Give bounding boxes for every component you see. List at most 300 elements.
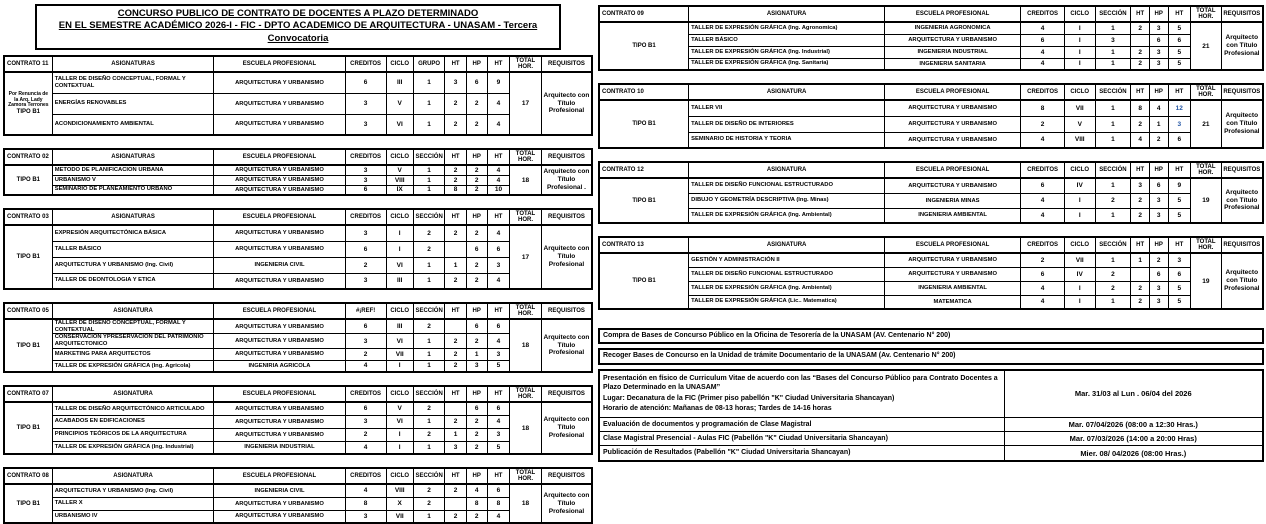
ciclo-cell: I: [1064, 58, 1095, 70]
hp-cell: 3: [466, 360, 487, 372]
ciclo-cell: V: [386, 93, 413, 114]
col-requisitos: REQUISITOS: [541, 56, 592, 72]
asignatura-cell: TALLER DE EXPRESIÓN GRÁFICA (Ing. Ambiental): [689, 281, 885, 295]
col-ht-total: HT: [487, 303, 509, 319]
hp-cell: 1: [1149, 116, 1168, 132]
table-row: [4, 441, 592, 454]
creditos-cell: 3: [345, 165, 386, 175]
contract-table-c-11: [3, 55, 593, 136]
ht-cell: 2: [445, 348, 466, 360]
total-hours-cell: 17: [510, 225, 542, 289]
col-ciclo: CICLO: [1064, 162, 1095, 178]
col-creditos: CREDITOS: [345, 56, 386, 72]
table-row: [599, 281, 1263, 295]
seccion-cell: 1: [1095, 116, 1131, 132]
contract-id: CONTRATO 11: [4, 56, 52, 72]
contract-table-c-08: [3, 467, 593, 524]
contract-type-cell: [4, 225, 52, 289]
ciclo-cell: VI: [386, 257, 413, 273]
cv-submission-line-3: Horario de atención: Mañanas de 08-13 horas; Tardes de 14-16 horas: [603, 405, 832, 413]
table-row: [599, 295, 1263, 309]
col-ciclo: CICLO: [1064, 6, 1095, 22]
ciclo-cell: X: [386, 497, 413, 510]
ht-sum-cell: 10: [487, 185, 509, 195]
col-ciclo: CICLO: [386, 209, 413, 225]
ht-sum-cell: 5: [1168, 208, 1191, 223]
creditos-cell: 2: [345, 348, 386, 360]
ht-sum-cell: 5: [487, 360, 509, 372]
contract-id: CONTRATO 10: [599, 84, 689, 100]
cv-submission-cell: [599, 370, 1004, 417]
col-requisitos: REQUISITOS: [541, 303, 592, 319]
creditos-cell: 6: [345, 319, 386, 334]
col-total-hor: TOTAL HOR.: [1191, 162, 1222, 178]
seccion-cell: 1: [1095, 208, 1131, 223]
header-row: [4, 468, 592, 484]
creditos-cell: 2: [345, 257, 386, 273]
hp-cell: 3: [1149, 22, 1168, 34]
seccion-cell: 2: [413, 497, 445, 510]
col-ht: HT: [445, 56, 466, 72]
schedule-table: [598, 369, 1264, 462]
ciclo-cell: V: [386, 402, 413, 415]
seccion-cell: 1: [1095, 178, 1131, 193]
asignatura-cell: SEMINARIO DE PLANEAMIENTO URBANO: [52, 185, 214, 195]
seccion-cell: 1: [413, 441, 445, 454]
escuela-cell: INGENIRIA AGRICOLA: [214, 360, 345, 372]
results-date: Mier. 08/ 04/2026 (08:00 Hras.): [1004, 446, 1263, 461]
col-hp: HP: [466, 468, 487, 484]
col-creditos: CREDITOS: [345, 209, 386, 225]
ciclo-cell: IX: [386, 185, 413, 195]
header-row: [599, 84, 1263, 100]
table-row: [599, 267, 1263, 281]
left-column: [3, 2, 593, 524]
ht-sum-cell: 4: [487, 334, 509, 348]
seccion-cell: 2: [413, 241, 445, 257]
ht-cell: 2: [445, 484, 466, 497]
escuela-cell: ARQUITECTURA Y URBANISMO: [214, 348, 345, 360]
table-row: [4, 241, 592, 257]
col-escuela: ESCUELA PROFESIONAL: [214, 468, 345, 484]
contract-table-c-13: [598, 236, 1264, 310]
creditos-cell: 4: [1021, 132, 1065, 148]
ht-sum-cell: 4: [487, 165, 509, 175]
hp-cell: 6: [466, 72, 487, 93]
col-total-hor: TOTAL HOR.: [1191, 6, 1222, 22]
hp-cell: 4: [1149, 100, 1168, 116]
asignatura-cell: TALLER DE DISEÑO CONCEPTUAL, FORMAL Y CONTEXTUAL: [52, 72, 214, 93]
ht-sum-cell: 5: [1168, 295, 1191, 309]
col-ciclo: CICLO: [386, 386, 413, 402]
hp-cell: 3: [1149, 58, 1168, 70]
col-requisitos: REQUISITOS: [541, 149, 592, 165]
asignatura-cell: TALLER BÁSICO: [52, 241, 214, 257]
ht-cell: 2: [1131, 193, 1150, 208]
hp-cell: 6: [466, 241, 487, 257]
seccion-cell: 1: [413, 72, 445, 93]
escuela-cell: ARQUITECTURA Y URBANISMO: [214, 402, 345, 415]
escuela-cell: INGENIERIA AMBIENTAL: [885, 281, 1021, 295]
asignatura-cell: TALLER DE EXPRESIÓN GRÁFICA (Ing. Ambiental): [689, 208, 885, 223]
ht-sum-cell: 3: [487, 428, 509, 441]
header-row: [599, 162, 1263, 178]
hp-cell: 8: [466, 497, 487, 510]
ciclo-cell: I: [1064, 295, 1095, 309]
clase-magistral-label: Clase Magistral Presencial - Aulas FIC (Pabellón "K" Ciudad Universitaria Shancayan): [599, 431, 1004, 445]
total-hours-cell: 18: [510, 484, 542, 523]
col-asignatura: ASIGNATURAS: [52, 209, 214, 225]
col-total-hor: TOTAL HOR.: [510, 56, 542, 72]
total-hours-cell: 17: [510, 72, 542, 135]
col-asignatura: ASIGNATURA: [52, 386, 214, 402]
ciclo-cell: I: [1064, 46, 1095, 58]
escuela-cell: INGENIERIA AMBIENTAL: [885, 208, 1021, 223]
ht-sum-cell: 4: [487, 273, 509, 289]
asignatura-cell: METODO DE PLANIFICACION URBANA: [52, 165, 214, 175]
seccion-cell: 1: [1095, 46, 1131, 58]
ht-sum-cell: 8: [487, 497, 509, 510]
table-row: [4, 415, 592, 428]
col-hp: HP: [466, 56, 487, 72]
escuela-cell: ARQUITECTURA Y URBANISMO: [885, 267, 1021, 281]
col-ciclo: CICLO: [1064, 84, 1095, 100]
table-row: [4, 257, 592, 273]
escuela-cell: ARQUITECTURA Y URBANISMO: [214, 497, 345, 510]
ht-cell: 2: [1131, 295, 1150, 309]
table-row: [599, 116, 1263, 132]
escuela-cell: MATEMATICA: [885, 295, 1021, 309]
col-hp: HP: [466, 386, 487, 402]
asignatura-cell: ARQUITECTURA Y URBANISMO (Ing. Civil): [52, 484, 214, 497]
info-buy-bases: Compra de Bases de Concurso Público en la Oficina de Tesorería de la UNASAM (AV. Centenario N° 200): [598, 328, 1264, 344]
hp-cell: 6: [1149, 34, 1168, 46]
escuela-cell: INGENIERIA CIVIL: [214, 257, 345, 273]
table-row: [599, 370, 1263, 417]
ht-sum-cell: 9: [487, 72, 509, 93]
ht-sum-cell: 6: [1168, 34, 1191, 46]
col-creditos: CREDITOS: [1021, 162, 1065, 178]
ciclo-cell: VI: [386, 334, 413, 348]
table-row: [4, 175, 592, 185]
contract-table-c-05: [3, 302, 593, 373]
header-row: [4, 209, 592, 225]
ht-cell: 2: [1131, 208, 1150, 223]
table-row: [4, 428, 592, 441]
asignatura-cell: MARKETING PARA ARQUITECTOS: [52, 348, 214, 360]
ht-cell: 2: [445, 273, 466, 289]
ht-cell: 2: [1131, 46, 1150, 58]
col-grupo-seccion: SECCIÓN: [1095, 237, 1131, 253]
ciclo-cell: III: [386, 273, 413, 289]
seccion-cell: 1: [413, 93, 445, 114]
col-asignatura: ASIGNATURA: [52, 468, 214, 484]
asignatura-cell: EXPRESIÓN ARQUITECTÓNICA BÁSICA: [52, 225, 214, 241]
ciclo-cell: I: [1064, 281, 1095, 295]
ht-sum-cell: 6: [487, 319, 509, 334]
contract-type-cell: [4, 402, 52, 454]
escuela-cell: INGENIERIA MINAS: [885, 193, 1021, 208]
table-row: [599, 417, 1263, 431]
col-asignatura: ASIGNATURAS: [52, 149, 214, 165]
asignatura-cell: URBANISMO IV: [52, 510, 214, 523]
seccion-cell: 1: [1095, 58, 1131, 70]
seccion-cell: 1: [1095, 22, 1131, 34]
escuela-cell: ARQUITECTURA Y URBANISMO: [214, 185, 345, 195]
creditos-cell: 3: [345, 415, 386, 428]
results-label: Publicación de Resultados (Pabellón "K" Ciudad Universitaria Shancayan): [599, 446, 1004, 461]
ht-cell: 3: [445, 441, 466, 454]
header-row: [4, 386, 592, 402]
creditos-cell: 6: [1021, 178, 1065, 193]
table-row: [4, 510, 592, 523]
col-requisitos: REQUISITOS: [1221, 84, 1263, 100]
asignatura-cell: GESTIÓN Y ADMINISTRACIÓN II: [689, 253, 885, 267]
escuela-cell: ARQUITECTURA Y URBANISMO: [214, 225, 345, 241]
ht-sum-cell: 5: [1168, 46, 1191, 58]
seccion-cell: 1: [413, 175, 445, 185]
col-ht: HT: [445, 468, 466, 484]
table-row: [599, 253, 1263, 267]
seccion-cell: 2: [413, 428, 445, 441]
col-grupo-seccion: SECCIÓN: [413, 149, 445, 165]
ciclo-cell: VIII: [386, 484, 413, 497]
creditos-cell: 3: [345, 175, 386, 185]
col-creditos: CREDITOS: [345, 149, 386, 165]
col-hp: HP: [1149, 162, 1168, 178]
contract-id: CONTRATO 09: [599, 6, 689, 22]
table-row: [4, 360, 592, 372]
table-row: [4, 319, 592, 334]
contract-table-c-09: [598, 5, 1264, 71]
escuela-cell: ARQUITECTURA Y URBANISMO: [214, 428, 345, 441]
col-grupo-seccion: SECCIÓN: [413, 468, 445, 484]
ht-cell: [445, 497, 466, 510]
escuela-cell: ARQUITECTURA Y URBANISMO: [214, 319, 345, 334]
table-row: [599, 100, 1263, 116]
col-total-hor: TOTAL HOR.: [510, 209, 542, 225]
col-ht-total: HT: [1168, 237, 1191, 253]
escuela-cell: ARQUITECTURA Y URBANISMO: [214, 273, 345, 289]
hp-cell: 3: [1149, 193, 1168, 208]
ciclo-cell: VII: [386, 510, 413, 523]
creditos-cell: 3: [345, 510, 386, 523]
requisitos-cell: Arquitecto con Título Profesional: [1221, 100, 1263, 148]
escuela-cell: INGENIERIA INDUSTRIAL: [214, 441, 345, 454]
hp-cell: 6: [466, 319, 487, 334]
seccion-cell: 1: [413, 334, 445, 348]
escuela-cell: ARQUITECTURA Y URBANISMO: [885, 34, 1021, 46]
asignatura-cell: ACONDICIONAMIENTO AMBIENTAL: [52, 114, 214, 135]
document-title: [35, 4, 560, 50]
col-requisitos: REQUISITOS: [541, 209, 592, 225]
table-row: [599, 34, 1263, 46]
contract-table-c-07: [3, 385, 593, 455]
ht-sum-cell: 4: [487, 93, 509, 114]
contract-id: CONTRATO 08: [4, 468, 52, 484]
hp-cell: 2: [1149, 132, 1168, 148]
col-ht-total: HT: [487, 468, 509, 484]
ht-sum-cell: 6: [1168, 267, 1191, 281]
ht-sum-cell: 3: [1168, 116, 1191, 132]
escuela-cell: ARQUITECTURA Y URBANISMO: [885, 116, 1021, 132]
hp-cell: 2: [466, 175, 487, 185]
hp-cell: 2: [466, 441, 487, 454]
table-row: [4, 273, 592, 289]
ciclo-cell: III: [386, 72, 413, 93]
contract-type-label: TIPO B1: [632, 121, 656, 127]
seccion-cell: 3: [1095, 34, 1131, 46]
hp-cell: 2: [466, 428, 487, 441]
creditos-cell: 4: [1021, 295, 1065, 309]
clase-magistral-date: Mar. 07/03/2026 (14:00 a 20:00 Hras): [1004, 431, 1263, 445]
total-hours-cell: 18: [510, 402, 542, 454]
hp-cell: 1: [466, 348, 487, 360]
asignatura-cell: TALLER DE EXPRESIÓN GRÁFICA (Lic.. Matematica): [689, 295, 885, 309]
contract-id: CONTRATO 13: [599, 237, 689, 253]
ht-cell: 2: [445, 165, 466, 175]
col-total-hor: TOTAL HOR.: [510, 468, 542, 484]
table-row: [599, 193, 1263, 208]
table-row: [4, 165, 592, 175]
title-line-1: CONCURSO PUBLICO DE CONTRATO DE DOCENTES A PLAZO DETERMINADO: [117, 8, 479, 19]
creditos-cell: 4: [345, 360, 386, 372]
asignatura-cell: TALLER DE DISEÑO ARQUITECTÓNICO ARTICULADO: [52, 402, 214, 415]
ht-cell: [445, 241, 466, 257]
ht-cell: 4: [1131, 132, 1150, 148]
seccion-cell: 1: [1095, 295, 1131, 309]
col-creditos: #¡REF!: [345, 303, 386, 319]
creditos-cell: 4: [345, 441, 386, 454]
contract-id: CONTRATO 03: [4, 209, 52, 225]
contract-table-c-03: [3, 208, 593, 290]
hp-cell: 2: [466, 165, 487, 175]
col-asignatura: ASIGNATURA: [689, 6, 885, 22]
asignatura-cell: TALLER DE DISEÑO CONCEPTUAL, FORMAL Y CONTEXTUAL: [52, 319, 214, 334]
ht-cell: 2: [445, 360, 466, 372]
creditos-cell: 6: [1021, 34, 1065, 46]
ht-cell: 2: [445, 225, 466, 241]
ht-sum-cell: 4: [487, 510, 509, 523]
hp-cell: 6: [1149, 267, 1168, 281]
header-row: [4, 303, 592, 319]
ciclo-cell: I: [386, 360, 413, 372]
hp-cell: 3: [1149, 281, 1168, 295]
escuela-cell: ARQUITECTURA Y URBANISMO: [885, 178, 1021, 193]
col-ht-total: HT: [1168, 6, 1191, 22]
col-creditos: CREDITOS: [345, 386, 386, 402]
ht-cell: 1: [445, 257, 466, 273]
ht-sum-cell: 3: [487, 257, 509, 273]
ht-cell: 2: [1131, 22, 1150, 34]
hp-cell: 2: [466, 415, 487, 428]
asignatura-cell: TALLER DE DEONTOLOGIA Y ETICA: [52, 273, 214, 289]
col-ht: HT: [1131, 237, 1150, 253]
hp-cell: 2: [466, 93, 487, 114]
creditos-cell: 3: [345, 114, 386, 135]
col-escuela: ESCUELA PROFESIONAL: [214, 303, 345, 319]
table-row: [4, 185, 592, 195]
seccion-cell: 1: [413, 114, 445, 135]
col-asignatura: ASIGNATURA: [689, 237, 885, 253]
escuela-cell: ARQUITECTURA Y URBANISMO: [214, 72, 345, 93]
escuela-cell: ARQUITECTURA Y URBANISMO: [214, 510, 345, 523]
header-row: [599, 237, 1263, 253]
hp-cell: 2: [466, 185, 487, 195]
contract-type-label: TIPO B1: [16, 342, 41, 349]
table-row: [4, 348, 592, 360]
creditos-cell: 2: [1021, 116, 1065, 132]
hp-cell: 2: [466, 225, 487, 241]
asignatura-cell: TALLER X: [52, 497, 214, 510]
asignatura-cell: TALLER DE DISEÑO FUNCIONAL ESTRUCTURADO: [689, 267, 885, 281]
creditos-cell: 4: [1021, 46, 1065, 58]
creditos-cell: 4: [1021, 58, 1065, 70]
ht-sum-cell: 12: [1168, 100, 1191, 116]
creditos-cell: 6: [345, 72, 386, 93]
creditos-cell: 2: [345, 428, 386, 441]
asignatura-cell: URBANISMO V: [52, 175, 214, 185]
contract-type-cell: [599, 22, 689, 70]
col-total-hor: TOTAL HOR.: [510, 303, 542, 319]
col-escuela: ESCUELA PROFESIONAL: [214, 209, 345, 225]
table-row: [4, 225, 592, 241]
hp-cell: 2: [466, 257, 487, 273]
escuela-cell: INGENIERIA AGRONOMICA: [885, 22, 1021, 34]
col-ciclo: CICLO: [386, 303, 413, 319]
hp-cell: 2: [1149, 253, 1168, 267]
ht-cell: 2: [445, 415, 466, 428]
total-hours-cell: 21: [1191, 22, 1222, 70]
contract-type-cell: [4, 72, 52, 135]
contract-type-cell: [599, 100, 689, 148]
seccion-cell: 2: [1095, 193, 1131, 208]
hp-cell: 6: [466, 402, 487, 415]
total-hours-cell: 19: [1191, 253, 1222, 309]
table-row: [599, 46, 1263, 58]
ht-sum-cell: 3: [487, 348, 509, 360]
col-grupo-seccion: SECCIÓN: [413, 303, 445, 319]
requisitos-cell: Arquitecto con Título Profesional: [541, 402, 592, 454]
table-row: [599, 132, 1263, 148]
escuela-cell: INGENIERIA INDUSTRIAL: [885, 46, 1021, 58]
seccion-cell: 1: [413, 510, 445, 523]
col-escuela: ESCUELA PROFESIONAL: [214, 149, 345, 165]
creditos-cell: 6: [345, 241, 386, 257]
escuela-cell: ARQUITECTURA Y URBANISMO: [214, 415, 345, 428]
creditos-cell: 3: [345, 334, 386, 348]
seccion-cell: 2: [413, 319, 445, 334]
header-row: [4, 149, 592, 165]
contract-type-cell: [599, 253, 689, 309]
right-column: [598, 2, 1264, 462]
contract-id: CONTRATO 07: [4, 386, 52, 402]
header-row: [4, 56, 592, 72]
seccion-cell: 1: [413, 185, 445, 195]
seccion-cell: 1: [413, 360, 445, 372]
ht-sum-cell: 5: [1168, 22, 1191, 34]
creditos-cell: 3: [345, 273, 386, 289]
col-ht-total: HT: [1168, 84, 1191, 100]
table-row: [599, 208, 1263, 223]
creditos-cell: 3: [345, 93, 386, 114]
asignatura-cell: ACABADOS EN EDIFICACIONES: [52, 415, 214, 428]
table-row: [599, 446, 1263, 461]
ciclo-cell: VII: [1064, 253, 1095, 267]
col-escuela: ESCUELA PROFESIONAL: [885, 162, 1021, 178]
asignatura-cell: DIBUJO Y GEOMETRÍA DESCRIPTIVA (Ing. Minas): [689, 193, 885, 208]
requisitos-cell: Arquitecto con Título Profesional: [1221, 253, 1263, 309]
